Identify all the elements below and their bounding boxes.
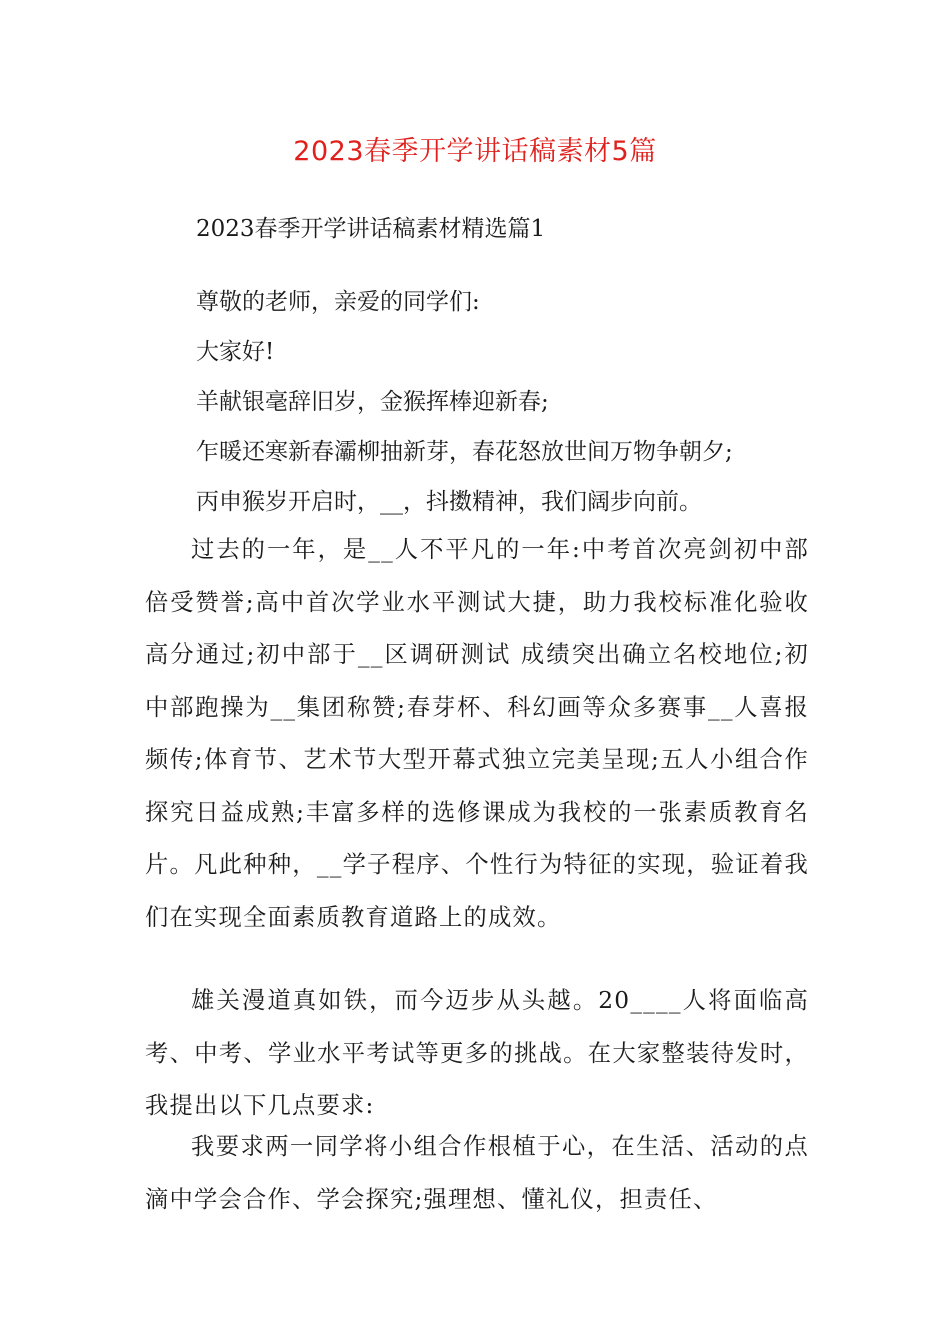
body-paragraph: 过去的一年，是__人不平凡的一年:中考首次亮剑初中部倍受赞誉;高中首次学业水平测试大捷，助力我校标准化验收高分通过;初中部于__区调研测试 成绩突出确立名校地位;初中部跑操为__集团称赞;春芽杯、科幻画等众多赛事__人喜报频传;体育节、艺术节大型开幕式独立完美呈现;五人小组合作探究日益成熟;丰富多样的选修课成为我校的一张素质教育名片。凡此种种，__学子程序、个性行为特征的实现，验证着我们在实现全面素质教育道路上的成效。 [145, 536, 809, 931]
section-heading: 2023春季开学讲话稿素材精选篇1 [196, 216, 546, 242]
document-title: 2023春季开学讲话稿素材5篇 [293, 136, 657, 167]
verse-line: 羊献银毫辞旧岁，金猴挥棒迎新春; [196, 389, 549, 415]
greeting-line: 大家好! [196, 339, 275, 365]
salutation-line: 尊敬的老师，亲爱的同学们: [196, 289, 480, 315]
body-paragraph: 我要求两一同学将小组合作根植于心，在生活、活动的点滴中学会合作、学会探究;强理想、懂礼仪，担责任、 [145, 1133, 809, 1213]
verse-line: 丙申猴岁开启时，__，抖擞精神，我们阔步向前。 [196, 489, 702, 515]
body-paragraph: 雄关漫道真如铁，而今迈步从头越。20____人将面临高考、中考、学业水平考试等更多的挑战。在大家整装待发时，我提出以下几点要求: [145, 987, 809, 1119]
verse-line: 乍暖还寒新春灞柳抽新芽，春花怒放世间万物争朝夕; [196, 439, 733, 465]
